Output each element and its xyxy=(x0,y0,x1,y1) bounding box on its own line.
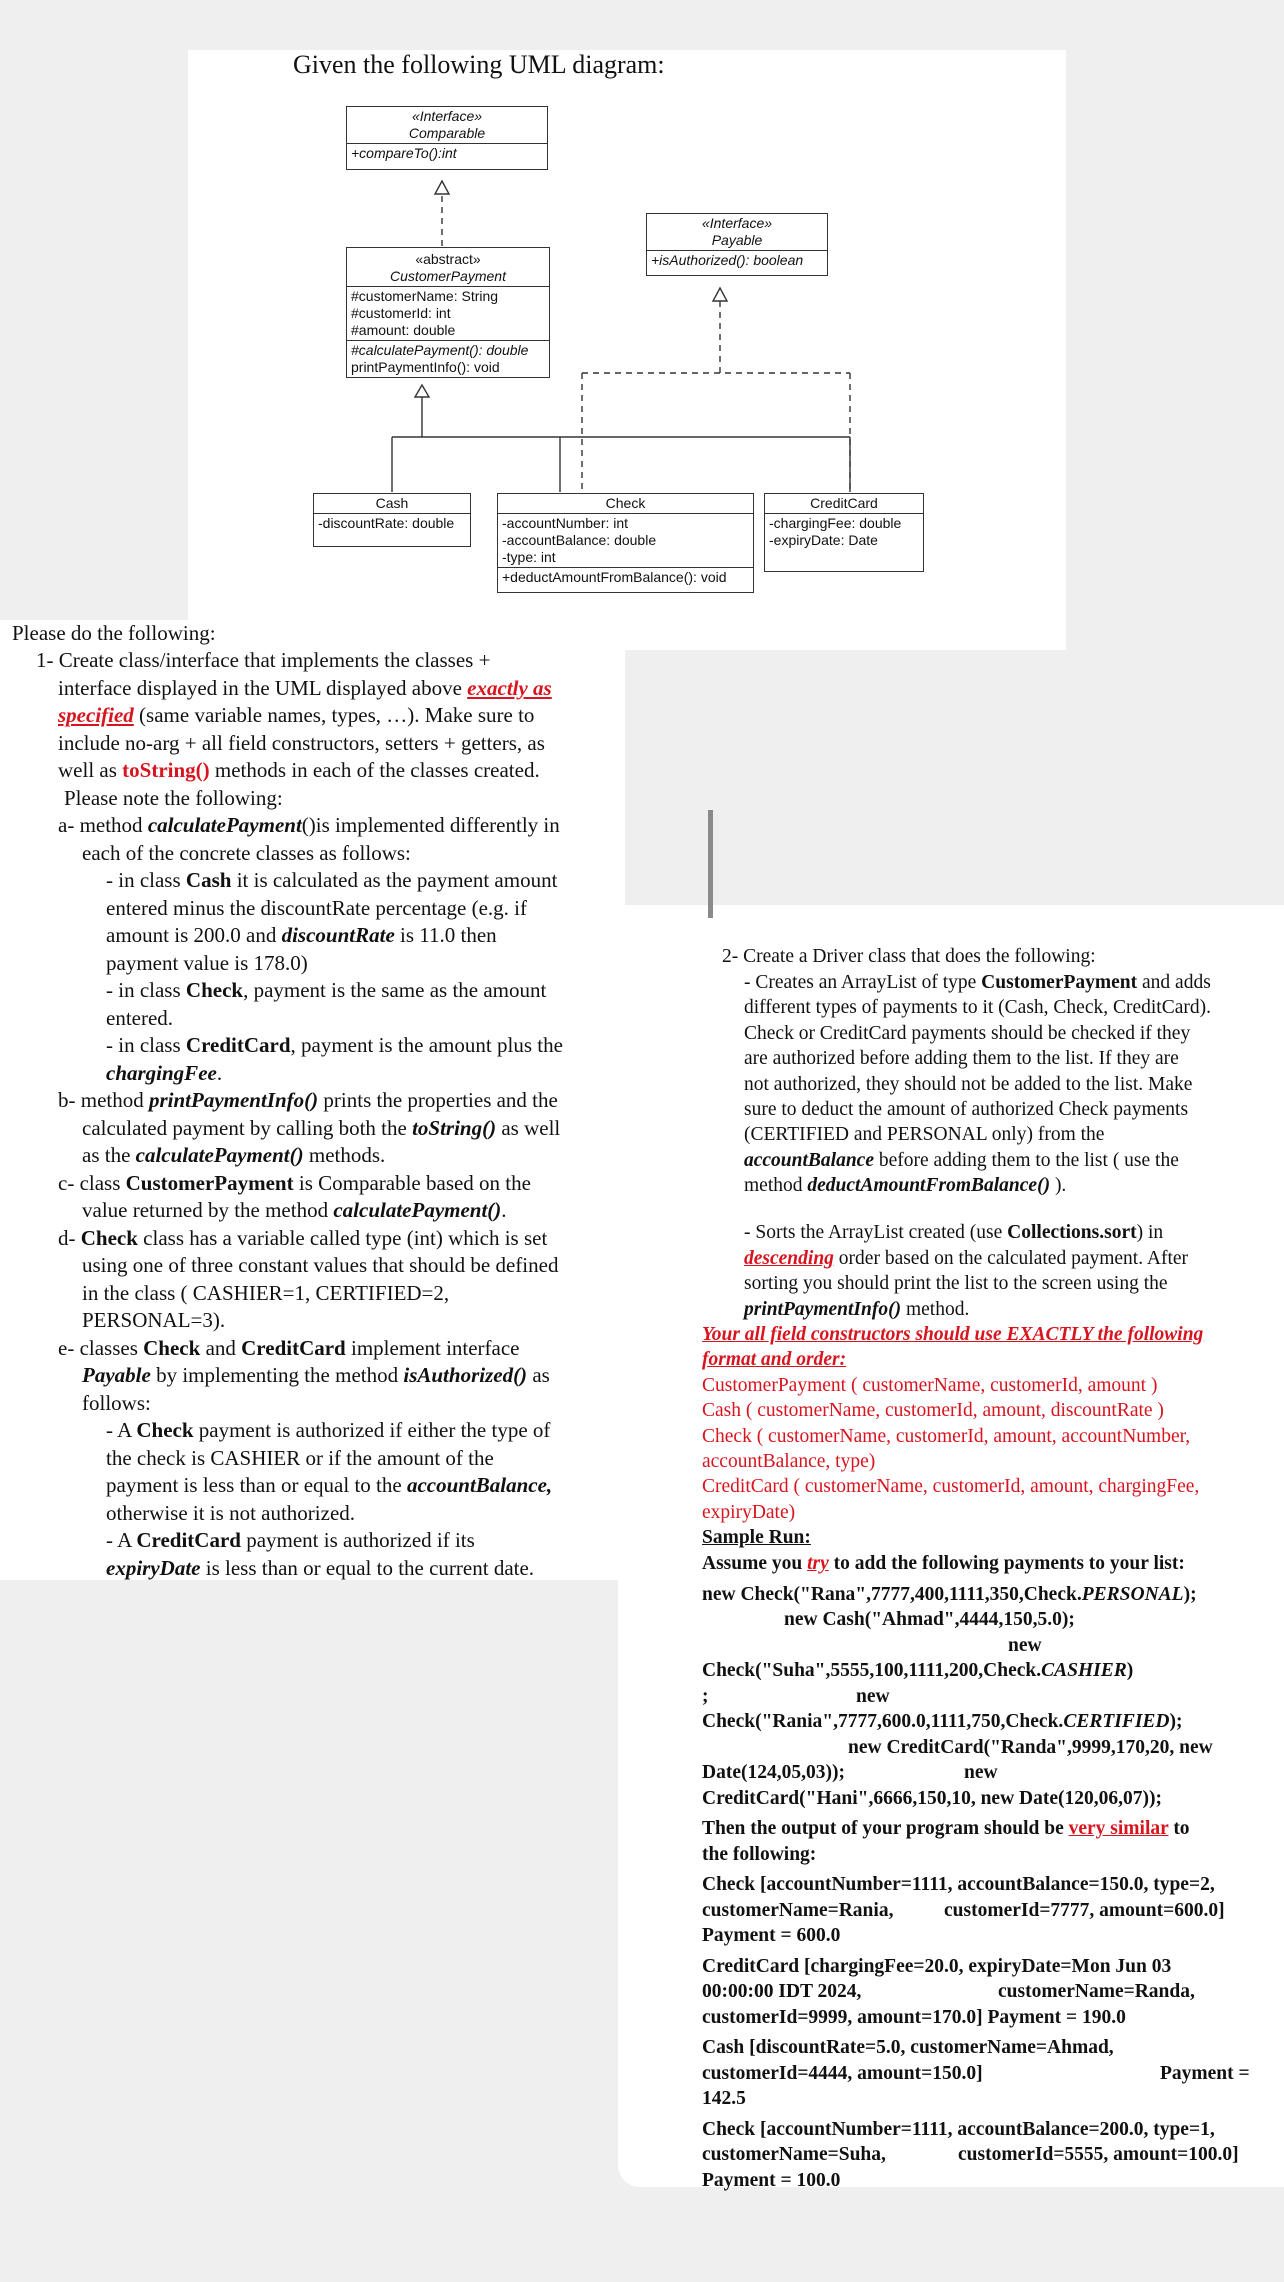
then-line: the following: xyxy=(702,1844,817,1865)
q2-line: not authorized, they should not be added to the list. Make xyxy=(744,1074,1193,1095)
output-line: Payment = xyxy=(1160,2063,1250,2084)
output-line: 00:00:00 IDT 2024, xyxy=(702,1981,862,2002)
q1-line: 1- Create class/interface that implements the classes + xyxy=(36,648,491,672)
very-similar-text: very similar xyxy=(1068,1818,1169,1839)
code-line: ; xyxy=(702,1686,709,1707)
comparable-method: +compareTo():int xyxy=(351,145,457,161)
item-a: chargingFee. xyxy=(106,1061,223,1085)
q2-line: printPaymentInfo() method. xyxy=(744,1299,970,1320)
output-line: Check [accountNumber=1111, accountBalance=150.0, type=2, xyxy=(702,1874,1215,1895)
specified-text: specified xyxy=(58,703,134,727)
check-field: -accountBalance: double xyxy=(502,532,657,548)
item-e: payment is less than or equal to the accountBalance, xyxy=(106,1473,553,1497)
uml-payable-interface xyxy=(646,213,828,276)
item-d: in the class ( CASHIER=1, CERTIFIED=2, xyxy=(82,1281,450,1305)
credit-card-name: CreditCard xyxy=(810,495,878,511)
intro-text: Please do the following: xyxy=(12,621,216,645)
code-line: new xyxy=(856,1686,890,1707)
q2-line: - Sorts the ArrayList created (use Collections.sort) in xyxy=(744,1222,1164,1243)
credit-card-field: -expiryDate: Date xyxy=(769,532,878,548)
code-line: Date(124,05,03)); xyxy=(702,1762,845,1783)
q1-line: include no-arg + all field constructors, setters + getters, as xyxy=(58,731,545,755)
q2-line: (CERTIFIED and PERSONAL only) from the xyxy=(744,1124,1105,1145)
item-a: - in class Check, payment is the same as the amount xyxy=(106,978,547,1002)
item-c: c- class CustomerPayment is Comparable based on the xyxy=(58,1171,531,1195)
item-b: b- method printPaymentInfo() prints the properties and the xyxy=(58,1088,558,1112)
q2-line: descending order based on the calculated payment. After xyxy=(744,1248,1189,1269)
payable-stereotype: «Interface» xyxy=(701,215,773,231)
item-a: entered minus the discountRate percentage (e.g. if xyxy=(106,896,528,920)
item-a: entered. xyxy=(106,1006,174,1030)
assume-line: Assume you try to add the following payments to your list: xyxy=(702,1553,1185,1574)
item-d: using one of three constant values that should be defined xyxy=(82,1253,559,1277)
q2-line: different types of payments to it (Cash, Check, CreditCard). xyxy=(744,997,1211,1018)
item-c: value returned by the method calculatePayment(). xyxy=(82,1198,507,1222)
output-line: 142.5 xyxy=(702,2088,746,2109)
customer-payment-name: CustomerPayment xyxy=(390,268,506,284)
constructor-heading: Your all field constructors should use EXACTLY the following xyxy=(702,1324,1204,1345)
output-line: CreditCard [chargingFee=20.0, expiryDate=Mon Jun 03 xyxy=(702,1956,1172,1977)
payable-name: Payable xyxy=(711,232,763,248)
q1-line: specified (same variable names, types, …). Make sure to xyxy=(58,703,535,727)
item-a: - in class CreditCard, payment is the amount plus the xyxy=(106,1033,563,1057)
constructor-line: CustomerPayment ( customerName, customerId, amount ) xyxy=(702,1375,1158,1396)
q1-line: interface displayed in the UML displayed above exactly as xyxy=(58,676,552,700)
customer-payment-method: #calculatePayment(): double xyxy=(351,342,529,358)
code-line: Check("Rania",7777,600.0,1111,750,Check.CERTIFIED); xyxy=(702,1711,1183,1732)
constructor-heading: format and order: xyxy=(702,1349,847,1370)
code-line: new Check("Rana",7777,400,1111,350,Check.PERSONAL); xyxy=(702,1584,1197,1605)
credit-card-field: -chargingFee: double xyxy=(769,515,902,531)
output-line: customerId=5555, amount=100.0] xyxy=(958,2144,1239,2165)
output-line: customerId=4444, amount=150.0] xyxy=(702,2063,983,2084)
item-e: otherwise it is not authorized. xyxy=(106,1501,356,1525)
output-line: customerId=9999, amount=170.0] Payment = 190.0 xyxy=(702,2007,1126,2028)
payable-method: +isAuthorized(): boolean xyxy=(651,252,804,268)
q2-line: 2- Create a Driver class that does the following: xyxy=(722,946,1096,967)
code-line: new Cash("Ahmad",4444,150,5.0); xyxy=(784,1609,1075,1630)
customer-payment-field: #amount: double xyxy=(351,322,456,338)
cash-name: Cash xyxy=(375,495,409,511)
code-line: CreditCard("Hani",6666,150,10, new Date(120,06,07)); xyxy=(702,1788,1162,1809)
sample-run-title: Sample Run: xyxy=(702,1527,811,1548)
item-e: - A Check payment is authorized if either the type of xyxy=(106,1418,551,1442)
item-e: the check is CASHIER or if the amount of the xyxy=(106,1446,494,1470)
constructor-line: expiryDate) xyxy=(702,1502,796,1523)
cash-field: -discountRate: double xyxy=(318,515,455,531)
output-line: Check [accountNumber=1111, accountBalance=200.0, type=1, xyxy=(702,2119,1215,2140)
output-line: customerName=Rania, xyxy=(702,1900,894,1921)
output-line: Payment = 600.0 xyxy=(702,1925,841,1946)
scrollbar-divider xyxy=(708,810,713,918)
item-e: follows: xyxy=(82,1391,151,1415)
constructor-line: accountBalance, type) xyxy=(702,1451,876,1472)
page-heading: Given the following UML diagram: xyxy=(293,50,665,79)
exactly-as-link: exactly as xyxy=(467,676,552,700)
q2-line: are authorized before adding them to the list. If they are xyxy=(744,1048,1179,1069)
q2-line: Check or CreditCard payments should be checked if they xyxy=(744,1023,1191,1044)
item-a: payment value is 178.0) xyxy=(106,951,308,975)
item-e: e- classes Check and CreditCard implement interface xyxy=(58,1336,520,1360)
output-line: Cash [discountRate=5.0, customerName=Ahmad, xyxy=(702,2037,1114,2058)
item-d: d- Check class has a variable called type (int) which is set xyxy=(58,1226,548,1250)
output-line: customerName=Randa, xyxy=(998,1981,1195,2002)
code-line: new CreditCard("Randa",9999,170,20, new xyxy=(848,1737,1213,1758)
output-line: customerId=7777, amount=600.0] xyxy=(944,1900,1225,1921)
tostring-text: toString() xyxy=(122,758,210,782)
q2-line: sorting you should print the list to the screen using the xyxy=(744,1273,1168,1294)
q2-line: - Creates an ArrayList of type CustomerPayment and adds xyxy=(744,972,1211,993)
uml-credit-card-class xyxy=(764,493,924,572)
customer-payment-method: printPaymentInfo(): void xyxy=(351,359,500,375)
uml-comparable-interface xyxy=(346,106,548,170)
item-b: calculated payment by calling both the toString() as well xyxy=(82,1116,561,1140)
note-line: Please note the following: xyxy=(64,786,283,810)
q1-line: well as toString() methods in each of the classes created. xyxy=(58,758,540,782)
output-line: customerName=Suha, xyxy=(702,2144,886,2165)
uml-cash-class xyxy=(313,493,471,547)
customer-payment-field: #customerId: int xyxy=(351,305,451,321)
item-a: amount is 200.0 and discountRate is 11.0 then xyxy=(106,923,497,947)
item-e: expiryDate is less than or equal to the current date. xyxy=(106,1556,535,1580)
customer-payment-stereotype: «abstract» xyxy=(415,251,481,267)
descending-text: descending xyxy=(744,1248,834,1269)
item-e: - A CreditCard payment is authorized if its xyxy=(106,1528,475,1552)
uml-check-class xyxy=(497,493,754,593)
check-method: +deductAmountFromBalance(): void xyxy=(502,569,727,585)
item-d: PERSONAL=3). xyxy=(82,1308,226,1332)
then-line: Then the output of your program should be very similar to xyxy=(702,1818,1190,1839)
item-a: a- method calculatePayment()is implemented differently in xyxy=(58,813,560,837)
try-text: try xyxy=(807,1553,829,1574)
constructor-line: Cash ( customerName, customerId, amount, discountRate ) xyxy=(702,1400,1164,1421)
item-b: as the calculatePayment() methods. xyxy=(82,1143,386,1167)
constructor-line: Check ( customerName, customerId, amount, accountNumber, xyxy=(702,1426,1191,1447)
customer-payment-field: #customerName: String xyxy=(351,288,499,304)
q2-line: sure to deduct the amount of authorized Check payments xyxy=(744,1099,1189,1120)
code-line: new xyxy=(964,1762,998,1783)
check-field: -accountNumber: int xyxy=(502,515,629,531)
comparable-name: Comparable xyxy=(408,125,486,141)
item-a: - in class Cash it is calculated as the payment amount xyxy=(106,868,558,892)
check-name: Check xyxy=(605,495,646,511)
check-field: -type: int xyxy=(502,549,556,565)
constructor-line: CreditCard ( customerName, customerId, amount, chargingFee, xyxy=(702,1476,1200,1497)
q2-line: method deductAmountFromBalance() ). xyxy=(744,1175,1067,1196)
item-a: each of the concrete classes as follows: xyxy=(82,841,411,865)
code-line: Check("Suha",5555,100,1111,200,Check.CASHIER) xyxy=(702,1660,1134,1681)
code-line: new xyxy=(1008,1635,1042,1656)
uml-customer-payment-class xyxy=(346,247,550,378)
output-line: Payment = 100.0 xyxy=(702,2170,841,2191)
comparable-stereotype: «Interface» xyxy=(411,108,483,124)
item-e: Payable by implementing the method isAuthorized() as xyxy=(82,1363,550,1387)
q2-line: accountBalance before adding them to the list ( use the xyxy=(744,1150,1179,1171)
